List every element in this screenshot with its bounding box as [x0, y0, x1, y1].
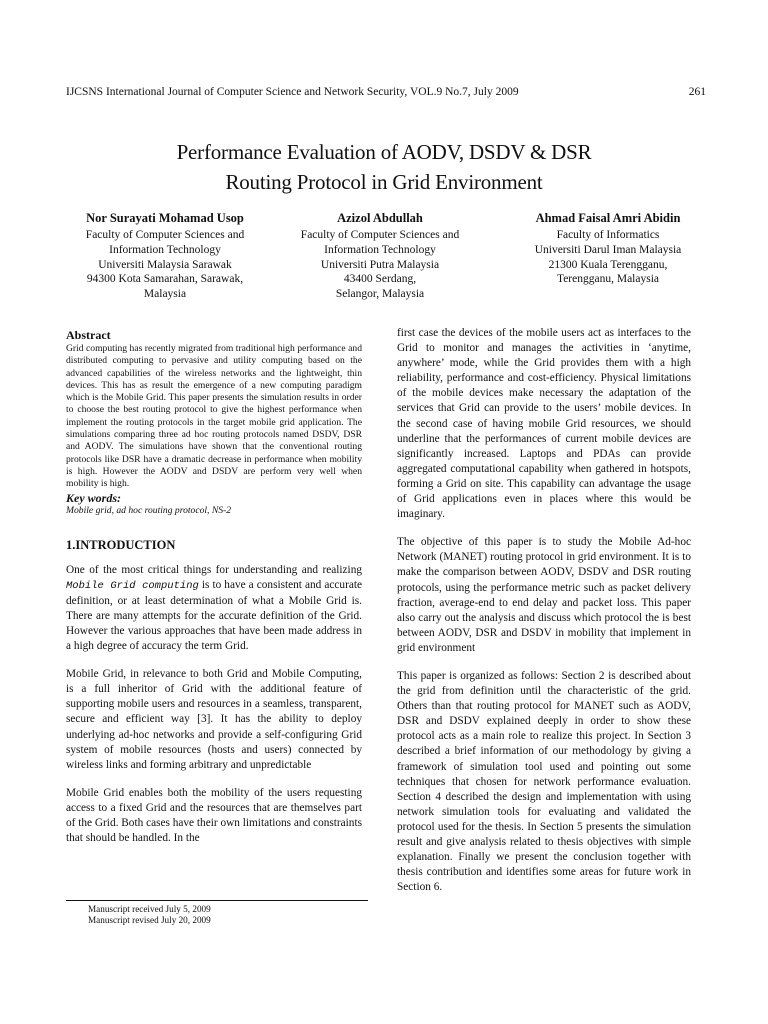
- abstract-heading: Abstract: [66, 328, 111, 342]
- intro-paragraph-6: This paper is organized as follows: Section 2 is described about the grid from definition until the characteristic of the grid. Others than that routing protocol for MANET such as AODV, DSR and DSDV explained deeply in order to show these protocol acts as a main role to realize this project. In Section 3 described a brief information of our methodology by giving a framework of simulation tool used and pointing out some techniques that chosen for network performance evaluation. Section 4 described the design and implementation with using network simulation tools for evaluating and validated the protocol used for the thesis. In Section 5 presents the simulation result and give analysis related to thesis objectives with simple explanation. Finally we present the conclusion together with thesis contribution and identifies some areas for future work in Section 6.: [397, 669, 691, 894]
- intro-p1-text-start: One of the most critical things for understanding and realizing: [66, 563, 362, 576]
- affiliation-line: Universiti Darul Iman Malaysia: [534, 243, 682, 256]
- footnote-revised: Manuscript revised July 20, 2009: [88, 914, 211, 925]
- footnotes: [88, 904, 211, 925]
- author-name: Nor Surayati Mohamad Usop: [86, 211, 244, 225]
- intro-paragraph-2: Mobile Grid, in relevance to both Grid and Mobile Computing, is a full inheritor of Grid with the additional feature of supporting mobile users and resources in a seamless, transparent, secure and efficient way [3]. It has the ability to deploy underlying ad-hoc networks and provide a self-configuring Grid system of mobile resources (hosts and users) connected by wireless links and forming arbitrary and unpredictable: [66, 668, 362, 771]
- affiliation-line: Faculty of Computer Sciences and: [300, 229, 460, 241]
- footnote-received: Manuscript received July 5, 2009: [88, 904, 211, 914]
- journal-citation: IJCSNS International Journal of Computer Science and Network Security, VOL.9 No.7, July 2009: [66, 86, 519, 98]
- author-name: Ahmad Faisal Amri Abidin: [535, 211, 681, 225]
- footnote-divider: [66, 900, 368, 901]
- affiliation-line: Faculty of Informatics: [556, 229, 660, 241]
- intro-p1-text-end: is to have a consistent and accurate definition, or at least determination of what a Mobile Grid is. There are many attempts for the accurate definition of the Grid. However the various approaches that have been made address in a high degree of accuracy the term Grid.: [66, 578, 362, 653]
- affiliation-line: Selangor, Malaysia: [335, 288, 425, 301]
- paper-title: [40, 137, 728, 197]
- intro-p1-emphasis: Mobile Grid computing: [66, 579, 199, 592]
- affiliation-line: Faculty of Computer Sciences and: [85, 229, 245, 241]
- right-column: [397, 326, 691, 908]
- title-line-2: Routing Protocol in Grid Environment: [225, 170, 543, 194]
- affiliation-line: Universiti Malaysia Sarawak: [98, 258, 232, 271]
- affiliation-line: 94300 Kota Samarahan, Sarawak,: [86, 273, 244, 286]
- author-name: Azizol Abdullah: [337, 211, 423, 225]
- affiliation-line: Terengganu, Malaysia: [556, 273, 660, 286]
- author-1: [60, 210, 270, 302]
- keywords-text: Mobile grid, ad hoc routing protocol, NS-2: [66, 504, 232, 516]
- intro-paragraph-4: first case the devices of the mobile users act as interfaces to the Grid to monitor and manages the activities in ‘anytime, anywhere’ mode, while the Grid provides them with a high reliability, performance and cost-efficiency. Physical limitations of the mobile devices make necessary the adaptation of the services that Grid can provide to the users’ mobile devices. In the second case of having mobile Grid resources, we should underline that the performances of current mobile devices are significantly increased. Laptops and PDAs can provide aggregated computational capability when gathered in hotspots, forming a Grid on site. This capability can advantage the usage of Grid applications even in places where this would be imaginary.: [397, 327, 691, 521]
- title-line-1: Performance Evaluation of AODV, DSDV & DSR: [176, 140, 592, 164]
- running-header: [66, 84, 706, 100]
- abstract-text: Grid computing has recently migrated from traditional high performance and distributed computing to pervasive and utility computing based on the advanced capabilities of the wireless networks and the lightweight, thin devices. This has as result the emergence of a new computing paradigm which is the Mobile Grid. This paper presents the simulation results in order to choose the best routing protocol to give the highest performance when implement the routing protocols in the target mobile grid application. The simulations comparing three ad hoc routing protocols named DSDV, DSR and AODV. The simulations have shown that the conventional routing protocols like DSR have a dramatic decrease in performance when mobility is high. However the AODV and DSDV are perform very well when mobility is high.: [66, 343, 362, 490]
- author-2: [282, 210, 478, 302]
- affiliation-line: Universiti Putra Malaysia: [320, 258, 440, 271]
- author-block: [60, 210, 720, 300]
- author-3: [490, 210, 726, 287]
- affiliation-line: Information Technology: [109, 243, 221, 256]
- affiliation-line: 43400 Serdang,: [343, 273, 417, 286]
- section-heading-introduction: 1.INTRODUCTION: [66, 537, 176, 552]
- affiliation-line: Information Technology: [324, 243, 436, 256]
- left-column: [66, 326, 362, 859]
- intro-paragraph-1: [66, 563, 362, 655]
- page-number: 261: [688, 86, 706, 98]
- intro-paragraph-3: Mobile Grid enables both the mobility of the users requesting access to a fixed Grid and the resources that are themselves part of the Grid. Both cases have their own limitations and constraints that should be handled. In the: [66, 786, 362, 845]
- affiliation-line: 21300 Kuala Terengganu,: [548, 258, 668, 271]
- affiliation-line: Malaysia: [143, 288, 187, 301]
- keywords-heading: Key words:: [66, 490, 121, 505]
- intro-paragraph-5: The objective of this paper is to study the Mobile Ad-hoc Network (MANET) routing protocol in grid environment. It is to make the comparison between AODV, DSDV and DSR routing protocols, using the performance metric such as packet delivery fraction, average-end to end delay and packet loss. This paper also carry out the analysis and discuss which protocol the is best between AODV, DSR and DSDV in mobility that implement in grid environment: [397, 536, 691, 654]
